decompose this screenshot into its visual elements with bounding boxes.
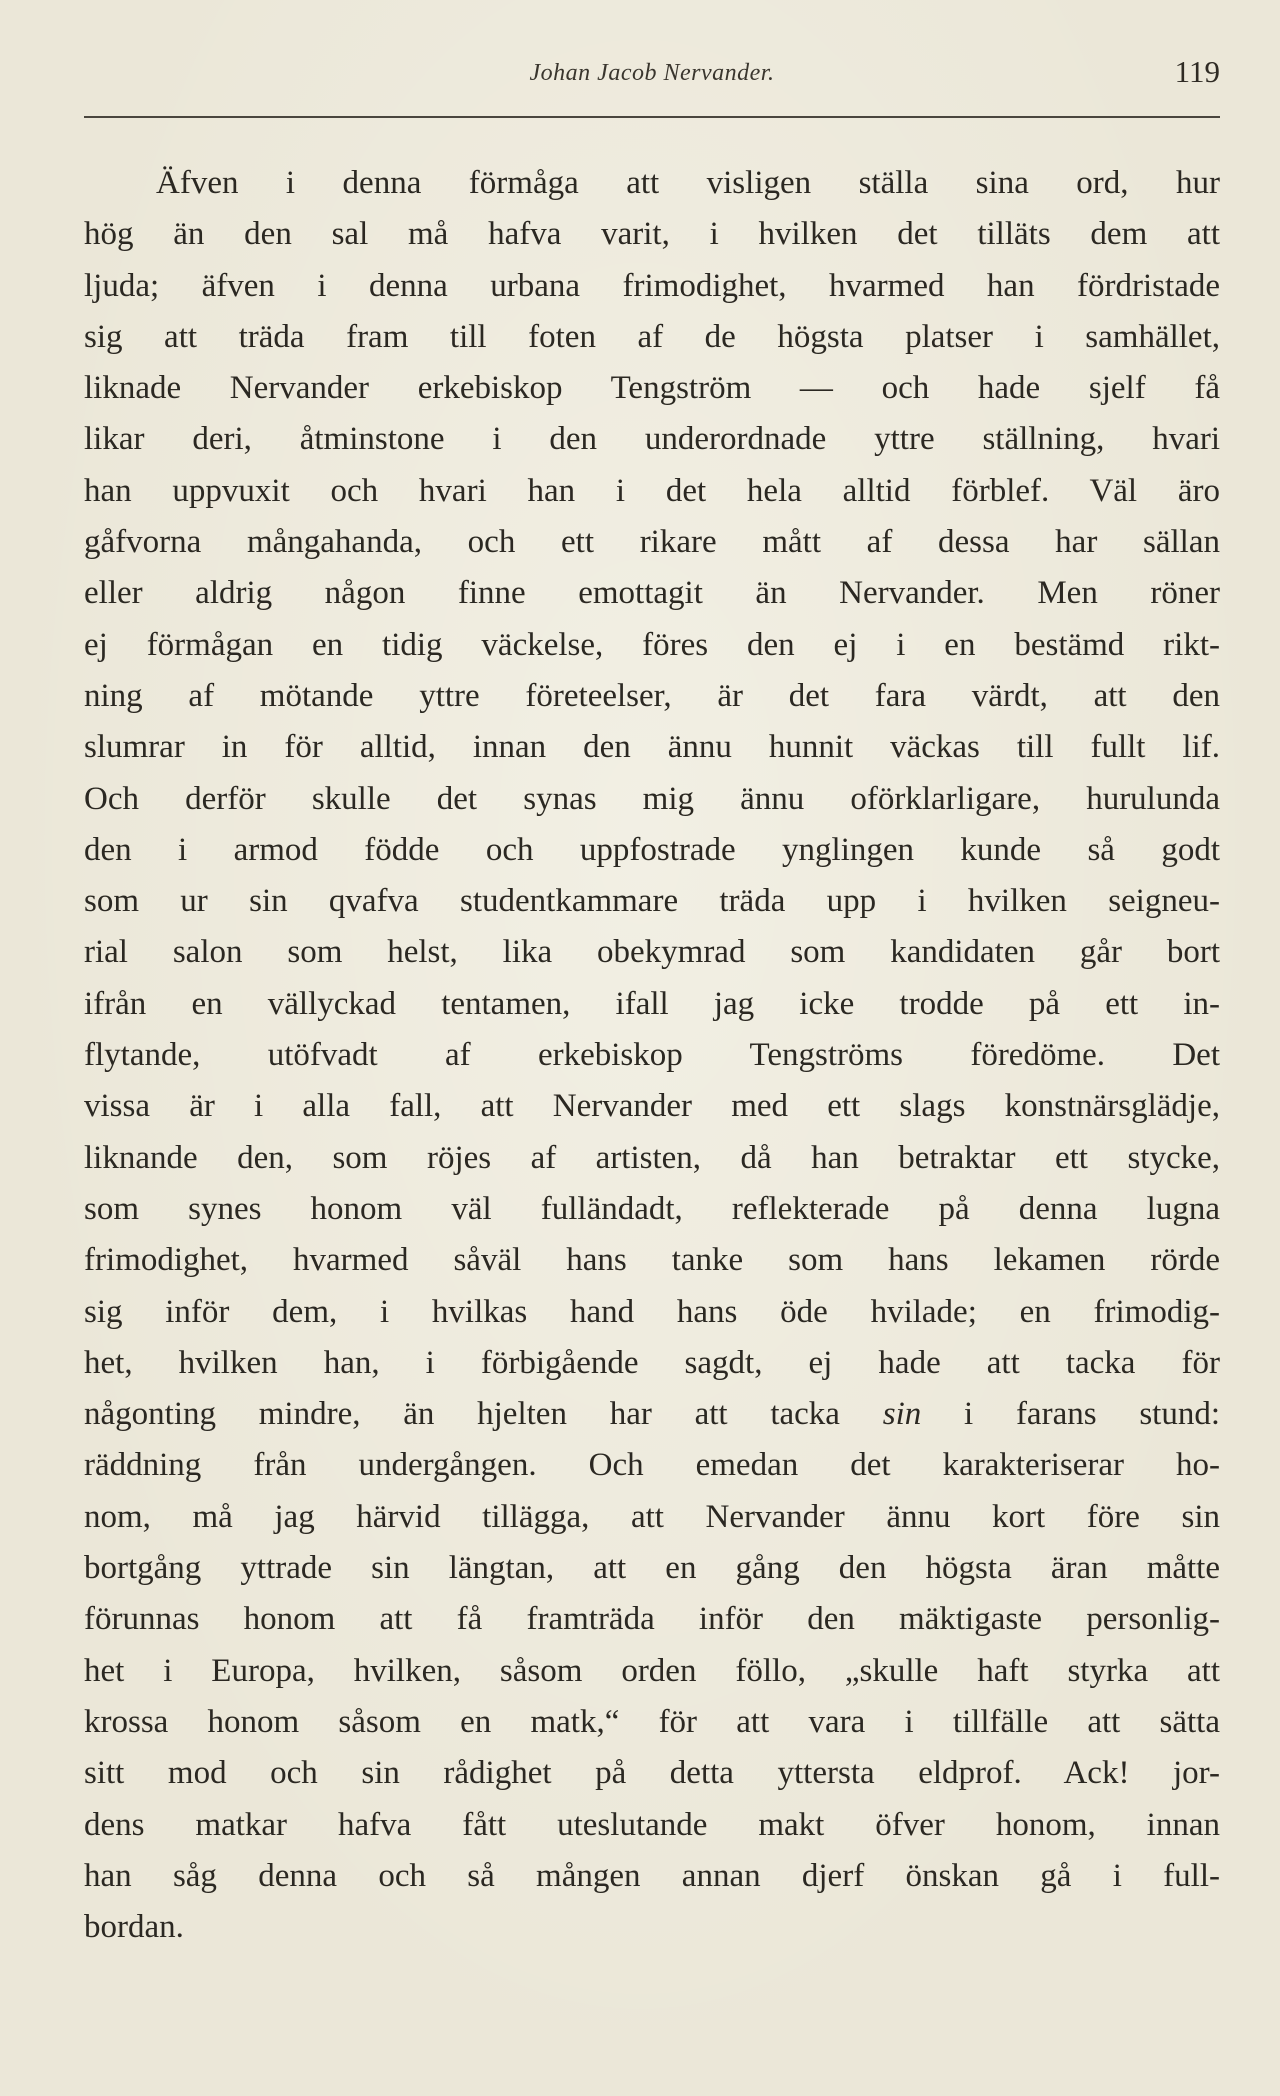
text-line: han såg denna och så mången annan djerf önskan gå i full- xyxy=(84,1857,1220,1894)
text-line: likar deri, åtminstone i den underordnade yttre ställning, hvari xyxy=(84,421,1220,458)
text-line: räddning från undergången. Och emedan det karakteriserar ho- xyxy=(84,1447,1220,1484)
text-line: ljuda; äfven i denna urbana frimodighet, hvarmed han fördristade xyxy=(84,267,1220,304)
text-line: rial salon som helst, lika obekymrad som kandidaten går bort xyxy=(84,934,1220,971)
text-line: ifrån en vällyckad tentamen, ifall jag icke trodde på ett in- xyxy=(84,985,1220,1022)
text-line: som synes honom väl fulländadt, reflekterade på denna lugna xyxy=(84,1190,1220,1227)
text-segment: någonting mindre, än hjelten har att tacka xyxy=(84,1396,883,1433)
running-head xyxy=(84,50,1220,100)
text-line: eller aldrig någon finne emottagit än Nervander. Men röner xyxy=(84,575,1220,612)
text-line: sig att träda fram till foten af de högsta platser i samhället, xyxy=(84,318,1220,355)
text-line: het i Europa, hvilken, såsom orden föllo, „skulle haft styrka att xyxy=(84,1652,1220,1689)
text-line: den i armod födde och uppfostrade ynglingen kunde så godt xyxy=(84,831,1220,868)
text-line: sig inför dem, i hvilkas hand hans öde hvilade; en frimodig- xyxy=(84,1293,1220,1330)
text-line xyxy=(84,1389,1220,1440)
page-number: 119 xyxy=(1174,54,1220,89)
text-line: Äfven i denna förmåga att visligen ställa sina ord, hur xyxy=(156,165,1220,201)
text-line: krossa honom såsom en matk,“ för att vara i tillfälle att sätta xyxy=(84,1703,1220,1740)
text-line: som ur sin qvafva studentkammare träda upp i hvilken seigneu- xyxy=(84,883,1220,920)
text-line: liknade Nervander erkebiskop Tengström — och hade sjelf få xyxy=(84,370,1220,407)
text-line: ning af mötande yttre företeelser, är det fara värdt, att den xyxy=(84,677,1220,714)
text-line: slumrar in för alltid, innan den ännu hunnit väckas till fullt lif. xyxy=(84,729,1220,766)
text-line: bordan. xyxy=(84,1909,184,1946)
text-line: gåfvorna mångahanda, och ett rikare mått af dessa har sällan xyxy=(84,524,1220,561)
text-line: nom, må jag härvid tillägga, att Nervander ännu kort före sin xyxy=(84,1498,1220,1535)
text-line: flytande, utöfvadt af erkebiskop Tengströms föredöme. Det xyxy=(84,1037,1220,1074)
text-line: han uppvuxit och hvari han i det hela alltid förblef. Väl äro xyxy=(84,472,1220,509)
text-segment: i farans stund: xyxy=(921,1396,1220,1433)
text-line: het, hvilken han, i förbigående sagdt, ej hade att tacka för xyxy=(84,1344,1220,1381)
text-line: vissa är i alla fall, att Nervander med ett slags konstnärsglädje, xyxy=(84,1088,1220,1125)
text-line: ej förmågan en tidig väckelse, föres den ej i en bestämd rikt- xyxy=(84,626,1220,663)
header-rule xyxy=(84,116,1220,118)
text-line: Och derför skulle det synas mig ännu oförklarligare, hurulunda xyxy=(84,780,1220,817)
running-title: Johan Jacob Nervander. xyxy=(529,60,775,86)
text-line: hög än den sal må hafva varit, i hvilken det tilläts dem att xyxy=(84,216,1220,253)
text-line: bortgång yttrade sin längtan, att en gång den högsta äran måtte xyxy=(84,1550,1220,1587)
italic-word: sin xyxy=(882,1396,922,1433)
text-line: liknande den, som röjes af artisten, då han betraktar ett stycke, xyxy=(84,1139,1220,1176)
text-line: förunnas honom att få framträda inför den mäktigaste personlig- xyxy=(84,1601,1220,1638)
text-line: dens matkar hafva fått uteslutande makt öfver honom, innan xyxy=(84,1806,1220,1843)
body-paragraph xyxy=(84,158,1220,1953)
text-line: sitt mod och sin rådighet på detta yttersta eldprof. Ack! jor- xyxy=(84,1755,1220,1792)
text-line: frimodighet, hvarmed såväl hans tanke som hans lekamen rörde xyxy=(84,1242,1220,1279)
